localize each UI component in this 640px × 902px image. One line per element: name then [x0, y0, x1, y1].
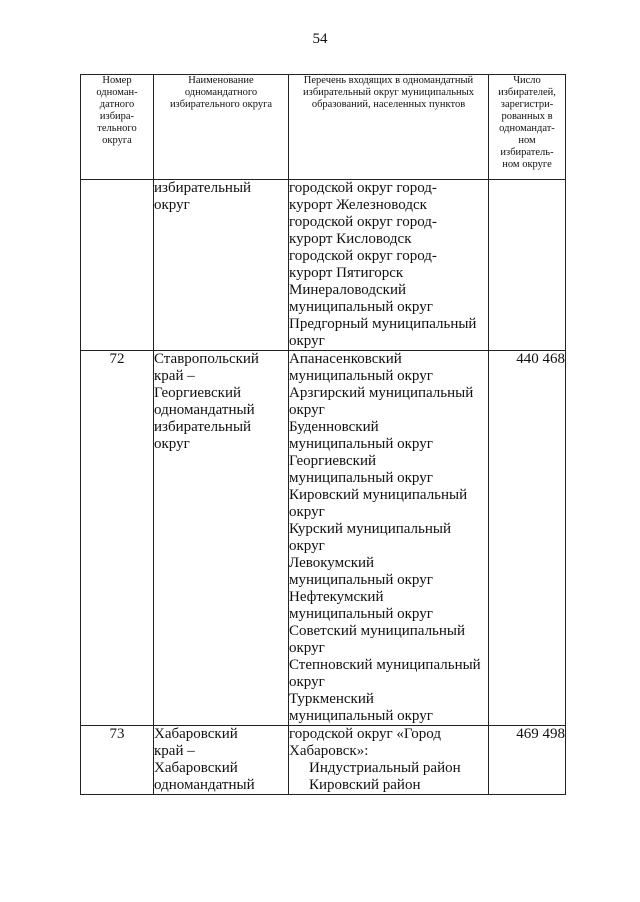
district-name: Ставропольский край – Георгиевский одномандатный избирательный округ	[154, 351, 289, 726]
header-district-number: Номер одноман- датного избира- тельного округа	[81, 75, 154, 180]
voters-count: 469 498	[489, 726, 566, 795]
districts-table	[80, 74, 566, 795]
district-name: избирательный округ	[154, 180, 289, 351]
table-row	[81, 726, 566, 795]
municipalities-list: Апанасенковский муниципальный округ Арзгирский муниципальный округ Буденновский муниципальный округ Георгиевский муниципальный округ Кировский муниципальный округ Курский муниципальный округ Левокумский муниципальный округ Нефтекумский муниципальный округ Советский муниципальный округ Степновский муниципальный округ Туркменский муниципальный округ	[289, 351, 489, 726]
header-voters-count: Число избирателей, зарегистри- рованных в одномандат- ном избиратель- ном округе	[489, 75, 566, 180]
district-number	[81, 180, 154, 351]
voters-count: 440 468	[489, 351, 566, 726]
header-district-name: Наименование одномандатного избирательного округа	[154, 75, 289, 180]
district-number: 72	[81, 351, 154, 726]
table-row	[81, 180, 566, 351]
table-row	[81, 351, 566, 726]
page-number: 54	[312, 31, 328, 47]
header-municipalities-list: Перечень входящих в одномандатный избирательный округ муниципальных образований, населенных пунктов	[289, 75, 489, 180]
municipalities-list: городской округ город- курорт Железноводск городской округ город- курорт Кисловодск городской округ город- курорт Пятигорск Минераловодский муниципальный округ Предгорный муниципальный округ	[289, 180, 489, 351]
header-row	[81, 75, 566, 180]
sub-item: Кировский район	[309, 777, 421, 793]
district-number: 73	[81, 726, 154, 795]
municipalities-list: городской округ «Город Хабаровск»: Индустриальный район Кировский район	[289, 726, 489, 795]
sub-item: Индустриальный район	[309, 760, 461, 776]
voters-count	[489, 180, 566, 351]
district-name: Хабаровский край – Хабаровский одномандатный	[154, 726, 289, 795]
